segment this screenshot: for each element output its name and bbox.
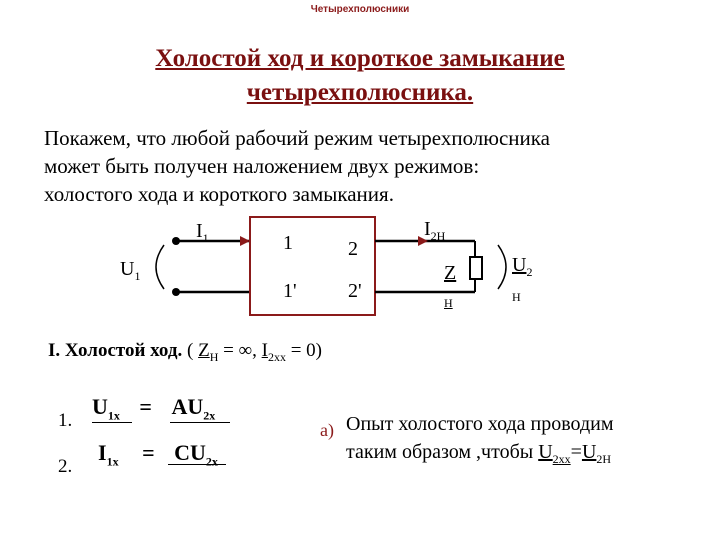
equation-2: $I_{1x} = CU_{2x}$ [98,440,218,469]
u2-arc [498,245,506,289]
terminal-1-label: 1 [283,232,293,254]
u1-label: $U_1$ [120,258,141,283]
title-line-2: четырехполюсника. [246,79,474,106]
load-resistor [470,257,482,279]
equation-1-lhs-bar [92,422,132,423]
terminal-2-label: 2 [348,238,358,260]
equation-1-number: 1. [58,410,73,431]
note-line-2: таким образом ,чтобы $U_{2хх}=U_{2Н}$ [346,441,612,466]
equation-2-rhs-bar [168,464,226,465]
equation-2-number: 2. [58,456,73,477]
intro-line-3: холостого хода и короткого замыкания. [44,182,394,206]
i1-label: $I_1$ [196,220,209,245]
note-line-1: Опыт холостого хода проводим [346,413,614,435]
terminal-2p-label: 2' [348,280,362,302]
terminal-1p-label: 1' [283,280,297,302]
intro-paragraph [44,124,684,208]
zh-label: Z [444,262,457,284]
equation-1-rhs-bar [170,422,230,423]
u2-label: $U_2$ [512,254,533,279]
intro-line-1: Покажем, что любой рабочий режим четырехполюсника [44,126,550,150]
i1-arrow-icon [240,236,250,246]
note-marker: а) [320,420,334,440]
note-text [346,410,706,473]
u1-arc [156,245,164,289]
i2h-label: $I_{2Н}$ [424,218,446,243]
page-title [0,42,720,110]
title-line-1: Холостой ход и короткое замыкание [155,45,565,72]
quadripole-circuit [100,215,560,325]
mode-heading: I. Холостой ход. ( $Z_Н$ = ∞, $I_{2хх} = 0$) [48,340,322,364]
u2-sub-label: Н [512,290,521,304]
zh-sub-label: Н [444,296,453,310]
equation-1: $U_{1x} = AU_{2x}$ [92,394,216,423]
intro-line-2: может быть получен наложением двух режимов: [44,154,480,178]
slide-header: Четырехполюсники [310,4,410,15]
